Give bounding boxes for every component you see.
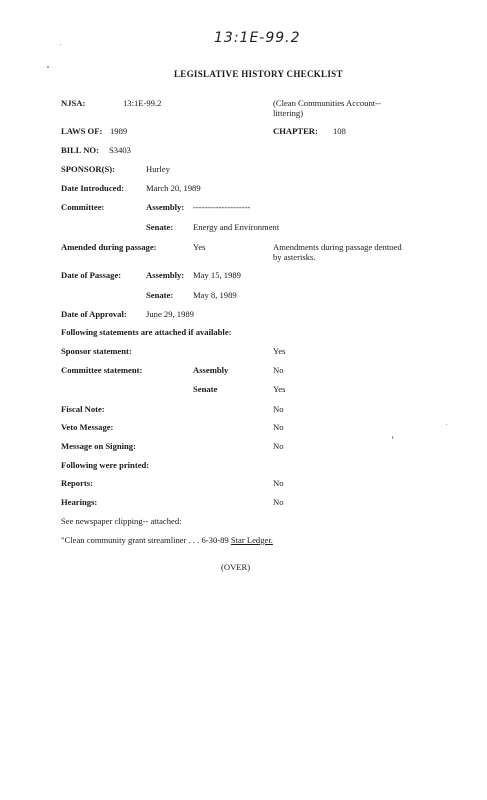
njsa-label: NJSA: <box>61 98 86 108</box>
njsa-value: 13:1E-99.2 <box>123 98 162 108</box>
amended-note-line1: Amendments during passage dentoed <box>273 242 402 252</box>
statements-heading: Following statements are attached if available: <box>61 327 232 337</box>
newspaper-clipping-label: See newspaper clipping-- attached: <box>61 516 182 526</box>
reports-label: Reports: <box>61 478 93 488</box>
bill-no-value: S3403 <box>109 145 131 155</box>
passage-senate-label: Senate: <box>146 290 174 300</box>
date-of-approval-label: Date of Approval: <box>61 309 127 319</box>
laws-of-value: 1989 <box>110 126 128 136</box>
veto-message-value: No <box>273 422 284 432</box>
chapter-label: CHAPTER: <box>273 126 318 136</box>
scan-speck <box>392 436 393 439</box>
committee-statement-label: Committee statement: <box>61 365 143 375</box>
committee-statement-senate-value: Yes <box>273 384 286 394</box>
over-indicator: (OVER) <box>221 562 251 572</box>
date-introduced-value: March 20, 1989 <box>146 183 201 193</box>
fiscal-note-value: No <box>273 404 284 414</box>
handwritten-reference: 13:1E-99.2 <box>214 30 301 46</box>
hearings-value: No <box>273 497 284 507</box>
passage-assembly-label: Assembly: <box>146 270 185 280</box>
committee-label: Committee: <box>61 202 105 212</box>
passage-senate-value: May 8, 1989 <box>193 290 237 300</box>
committee-senate-label: Senate: <box>146 222 174 232</box>
committee-statement-assembly-value: No <box>273 365 284 375</box>
committee-statement-assembly-label: Assembly <box>193 365 229 375</box>
date-introduced-label: Date Introduced: <box>61 183 125 193</box>
message-on-signing-label: Message on Signing: <box>61 441 136 451</box>
njsa-note-line1: (Clean Communities Account-- <box>273 98 381 108</box>
newspaper-clipping-line <box>61 535 273 545</box>
njsa-note-line2: littering) <box>273 108 304 118</box>
amended-label: Amended during passage: <box>61 242 157 252</box>
veto-message-label: Veto Message: <box>61 422 114 432</box>
passage-assembly-value: May 15, 1989 <box>193 270 241 280</box>
chapter-value: 108 <box>333 126 346 136</box>
amended-value: Yes <box>193 242 206 252</box>
scan-speck <box>47 66 49 68</box>
committee-senate-value: Energy and Environment <box>193 222 280 232</box>
sponsors-value: Hurley <box>146 164 170 174</box>
bill-no-label: BILL NO: <box>61 145 99 155</box>
message-on-signing-value: No <box>273 441 284 451</box>
date-of-approval-value: June 29, 1989 <box>146 309 194 319</box>
document-title: LEGISLATIVE HISTORY CHECKLIST <box>174 69 343 79</box>
printed-heading: Following were printed: <box>61 460 150 470</box>
committee-statement-senate-label: Senate <box>193 384 218 394</box>
committee-assembly-label: Assembly: <box>146 202 185 212</box>
newspaper-clipping-text: "Clean community grant streamliner . . . 6-30-89 <box>61 535 229 545</box>
scan-speck <box>60 44 61 45</box>
sponsors-label: SPONSOR(S): <box>61 164 115 174</box>
newspaper-clipping-source: Star Ledger. <box>230 535 273 545</box>
committee-assembly-value: -------------------- <box>193 202 251 212</box>
scan-speck <box>446 424 447 425</box>
fiscal-note-label: Fiscal Note: <box>61 404 105 414</box>
hearings-label: Hearings: <box>61 497 98 507</box>
laws-of-label: LAWS OF: <box>61 126 103 136</box>
date-of-passage-label: Date of Passage: <box>61 270 122 280</box>
reports-value: No <box>273 478 284 488</box>
amended-note-line2: by asterisks. <box>273 252 316 262</box>
sponsor-statement-value: Yes <box>273 346 286 356</box>
sponsor-statement-label: Sponsor statement: <box>61 346 132 356</box>
